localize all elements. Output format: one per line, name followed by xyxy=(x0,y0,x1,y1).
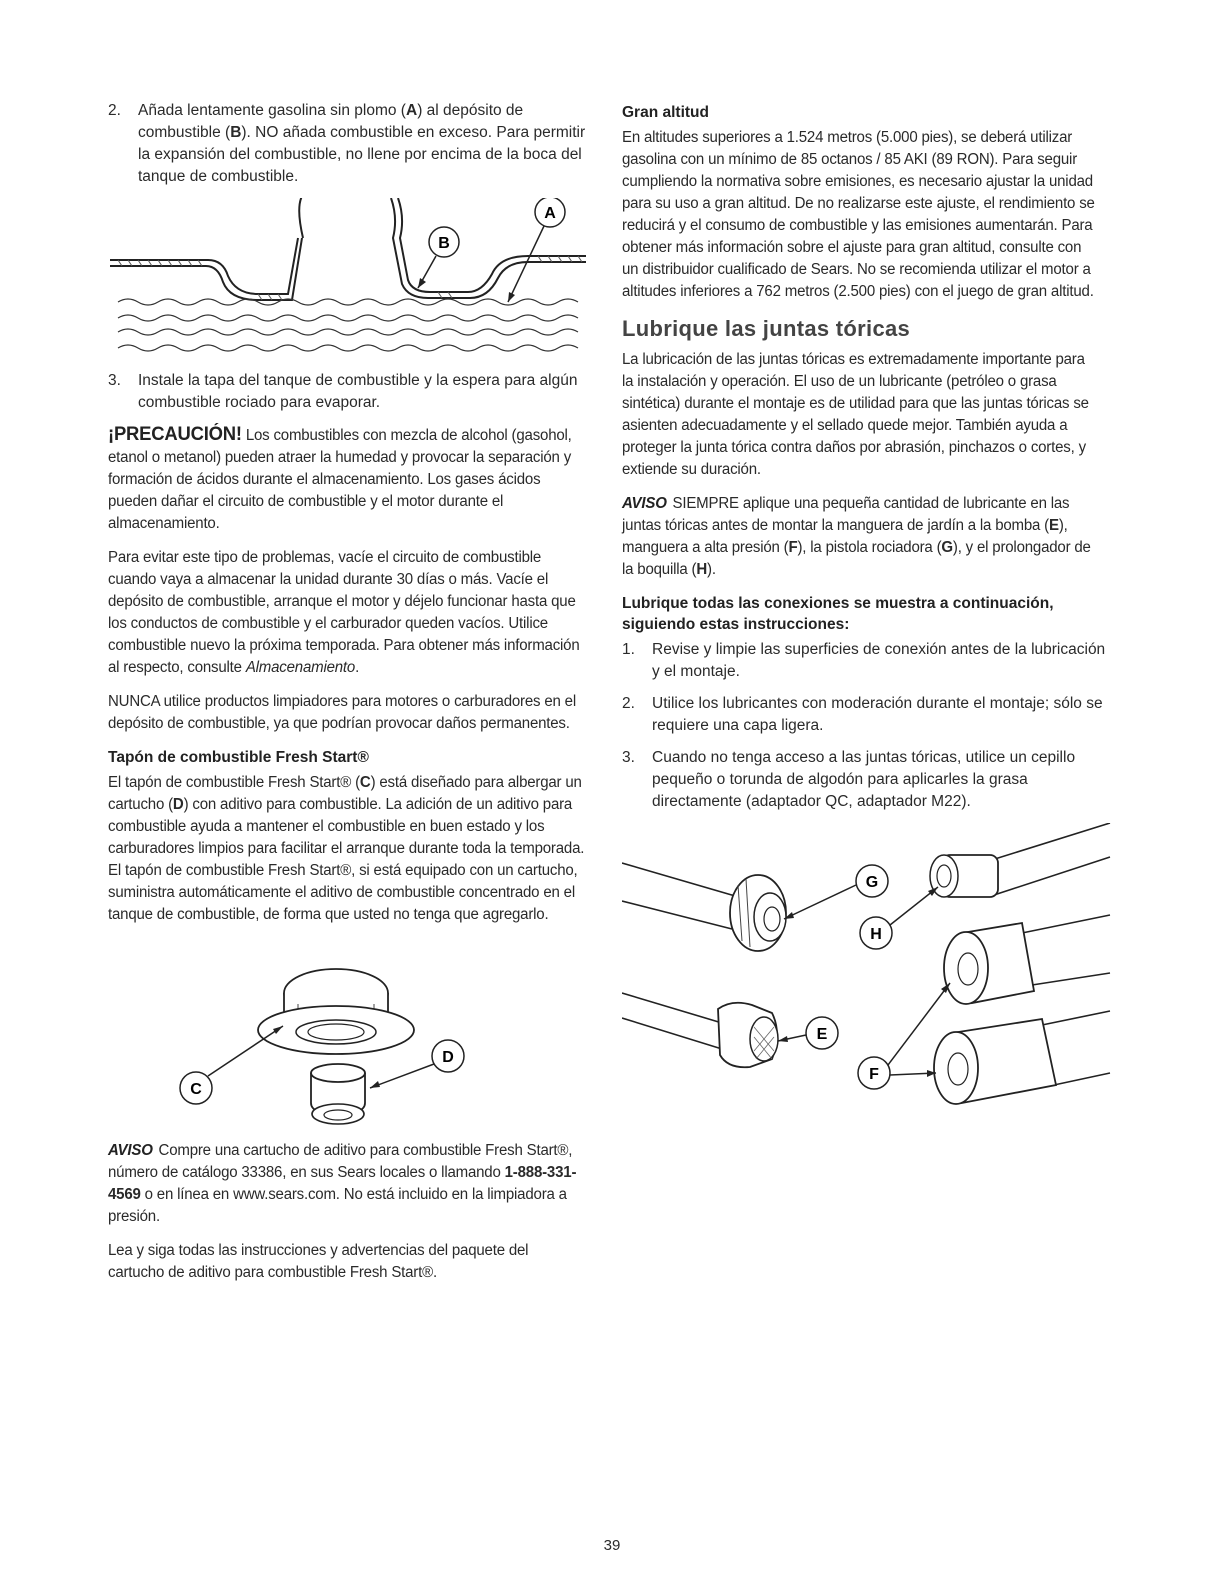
oring-heading: Lubrique las juntas tóricas xyxy=(622,316,911,341)
step-text: Cuando no tenga acceso a las juntas tóricas, utilice un cepillo pequeño o torunda de algodón para aplicarles la grasa directamente (adaptador QC, adaptador M22). xyxy=(652,749,1076,810)
altitude-heading: Gran altitud xyxy=(622,104,709,121)
aviso-lubricate: AVISO SIEMPRE aplique una pequeña cantidad de lubricante en las juntas tóricas antes de montar la manguera de jardín a la bomba (E), manguera a alta presión (F), la pistola rociadora (G), y el prolongador de la boquilla (H). xyxy=(622,495,1091,578)
fresh-start-paragraph: El tapón de combustible Fresh Start® (C) está diseñado para albergar un cartucho (D) con aditivo para combustible. La adición de un aditivo para combustible ayuda a mantener el combustible en buen estado y los carburadores limpios para facilitar el arranque durante toda la temporada. El tapón de combustible Fresh Start®, si está equipado con un cartucho, suministra automáticamente el aditivo de combustible concentrado en el tanque de combustible, de forma que usted no tenga que agregarlo. xyxy=(108,774,585,923)
step-2 xyxy=(108,100,600,188)
storage-paragraph: Para evitar este tipo de problemas, vacíe el circuito de combustible cuando vaya a almacenar la unidad durante 30 días o más. Vacíe el depósito de combustible, arranque el motor y déjelo funcionar hasta que los conductos de combustible y el carburador queden vacíos. Utilice combustible nuevo la próxima temporada. Para obtener más información al respecto, consulte Almacenamiento. xyxy=(108,549,580,676)
lub-step xyxy=(622,693,1114,737)
caution-paragraph: ¡PRECAUCIÓN! Los combustibles con mezcla de alcohol (gasohol, etanol o metanol) pueden atraer la humedad y provocar la separación y formación de ácidos durante el almacenamiento. Los gases ácidos pueden dañar el circuito de combustible y el motor durante el almacenamiento. xyxy=(108,424,572,532)
altitude-paragraph: En altitudes superiores a 1.524 metros (5.000 pies), se deberá utilizar gasolina con un mínimo de 85 octanos / 85 AKI (89 RON). Para seguir cumpliendo la normativa sobre emisiones, es necesario ajustar la unidad para su uso a gran altitud. De no realizarse este ajuste, el rendimiento se reducirá y el consumo de combustible y las emisiones aumentarán. Para obtener más información sobre el ajuste para gran altitud, consulte con un distribuidor cualificado de Sears. No se recomienda utilizar el motor a altitudes inferiores a 762 metros (2.500 pies) con el juego de gran altitud. xyxy=(622,129,1095,300)
step-text: Añada lentamente gasolina sin plomo (A) al depósito de combustible (B). NO añada combustible en exceso. Para permitir la expansión del combustible, no llene por encima de la boca del tanque de combustible. xyxy=(138,102,586,185)
storage-reference: Almacenamiento xyxy=(245,659,356,676)
fuel-tank-figure xyxy=(108,198,588,358)
callout-d-label: D xyxy=(442,1049,454,1066)
step-text: Instale la tapa del tanque de combustible y la espera para algún combustible rociado para evaporar. xyxy=(138,372,578,411)
callout-c-label: C xyxy=(190,1081,202,1098)
step-number: 2. xyxy=(108,102,121,119)
caution-label: ¡PRECAUCIÓN! xyxy=(108,424,242,445)
step-text: Revise y limpie las superficies de conexión antes de la lubricación y el montaje. xyxy=(652,641,1106,680)
step-number: 2. xyxy=(622,695,635,712)
lub-step xyxy=(622,747,1114,813)
hose-connections-figure xyxy=(622,823,1112,1123)
oring-paragraph: La lubricación de las juntas tóricas es extremadamente importante para la instalación y operación. El uso de un lubricante (petróleo o grasa sintética) durante el montaje es de utilidad para que las juntas tóricas se asienten adecuadamente y el sellado quede mejor. También ayuda a proteger la junta tórica contra daños por abrasión, pinchazos o cortes, y extiende su duración. xyxy=(622,351,1089,478)
phone-number: 1-888-331-4569 xyxy=(108,1164,577,1203)
callout-e-label: E xyxy=(816,1026,828,1043)
step-number: 3. xyxy=(108,372,121,389)
aviso-fresh-start: AVISO Compre una cartucho de aditivo para combustible Fresh Start®, número de catálogo 33386, en sus Sears locales o llamando 1-888-331-4569 o en línea en www.sears.com. No está incluido en la limpiadora a presión. xyxy=(108,1142,577,1225)
callout-g-label: G xyxy=(865,874,879,891)
step-3 xyxy=(108,370,600,414)
read-instructions-paragraph: Lea y siga todas las instrucciones y advertencias del paquete del cartucho de aditivo para combustible Fresh Start®. xyxy=(108,1242,529,1281)
page-number: 39 xyxy=(603,1537,621,1554)
fresh-start-cap-figure xyxy=(108,938,588,1128)
aviso-label: AVISO xyxy=(622,495,667,512)
callout-b-label: B xyxy=(438,235,450,252)
step-text: Utilice los lubricantes con moderación durante el montaje; sólo se requiere una capa ligera. xyxy=(652,695,1103,734)
step-number: 1. xyxy=(622,641,635,658)
callout-h-label: H xyxy=(870,926,882,943)
aviso-label: AVISO xyxy=(108,1142,153,1159)
left-column xyxy=(108,100,600,1296)
never-paragraph: NUNCA utilice productos limpiadores para motores o carburadores en el depósito de combustible, ya que podrían provocar daños permanentes. xyxy=(108,693,576,732)
step-number: 3. xyxy=(622,749,635,766)
callout-f-label: F xyxy=(869,1066,879,1083)
fresh-start-heading: Tapón de combustible Fresh Start® xyxy=(108,749,369,766)
lubricate-connections-heading: Lubrique todas las conexiones se muestra a continuación, siguiendo estas instrucciones: xyxy=(622,595,1054,633)
lub-step xyxy=(622,639,1114,683)
callout-a-label: A xyxy=(544,205,556,222)
right-column xyxy=(622,100,1114,1135)
